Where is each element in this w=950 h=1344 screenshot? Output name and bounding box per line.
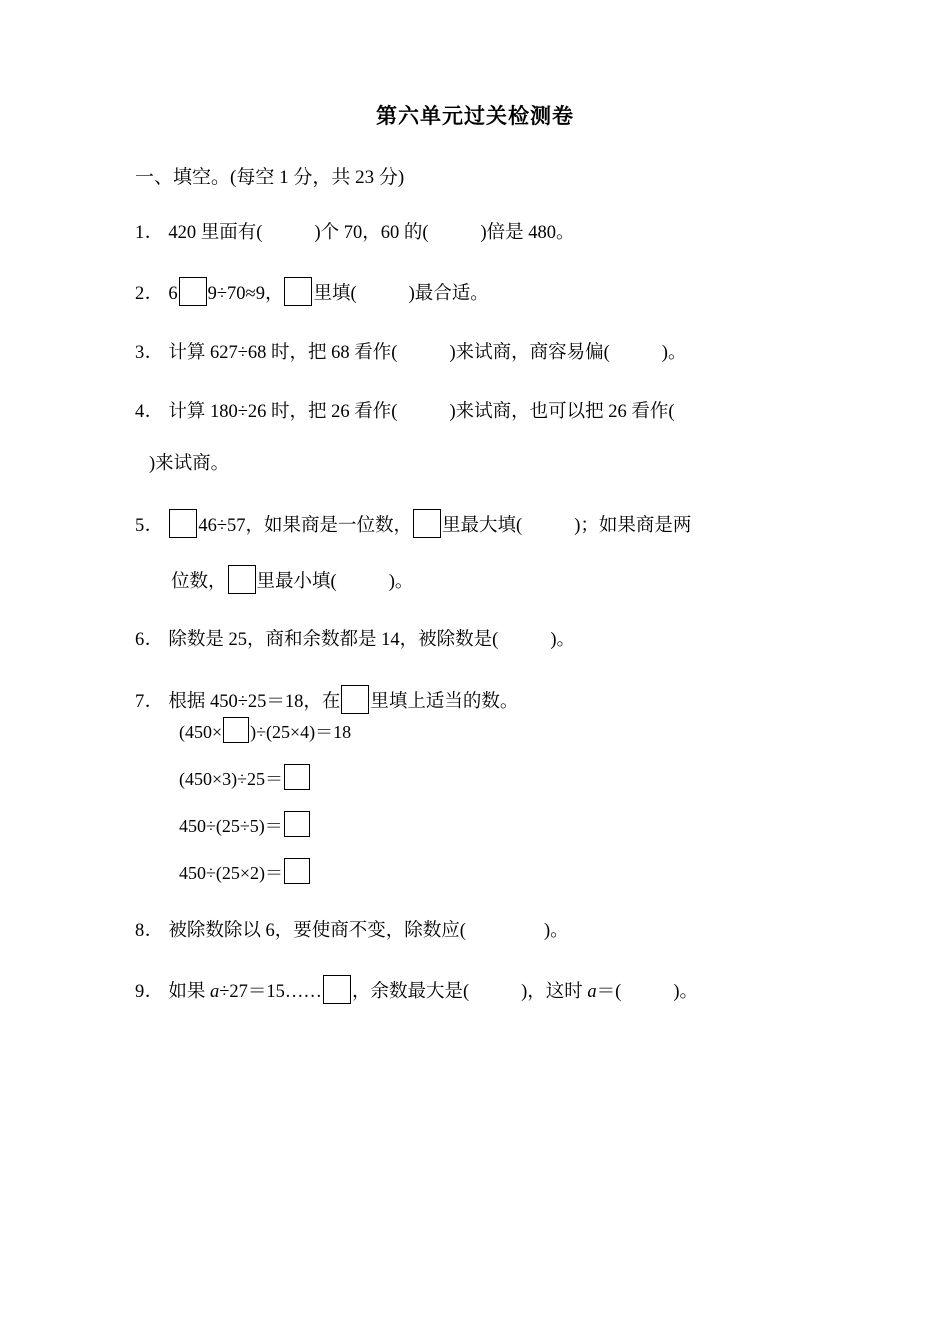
question-7-expressions	[135, 717, 815, 887]
answer-box[interactable]	[284, 811, 310, 837]
expression-right: )÷(25×4)＝18	[250, 721, 352, 742]
answer-box[interactable]	[223, 717, 249, 743]
question-2	[135, 277, 815, 309]
question-9	[135, 975, 815, 1007]
question-8-text-b: )。	[543, 920, 569, 941]
question-9-number: 9．	[135, 982, 164, 1003]
answer-box[interactable]	[228, 565, 256, 594]
question-5-text-a: 46÷57，如果商是一位数，	[198, 515, 413, 536]
question-9-text-b: ÷27＝15……	[219, 982, 322, 1003]
question-5-line2	[171, 565, 815, 597]
question-1-number: 1．	[135, 222, 164, 243]
answer-box[interactable]	[413, 509, 441, 538]
question-4-number: 4．	[135, 401, 164, 422]
question-6-text-b: )。	[550, 630, 575, 651]
question-1-text-c: )倍是 480。	[480, 222, 575, 243]
question-9-text-c: ，余数最大是(	[351, 982, 470, 1003]
answer-box[interactable]	[323, 975, 351, 1004]
question-1	[135, 219, 815, 248]
question-3-text-b: )来试商，商容易偏(	[449, 342, 610, 363]
question-9-text-a: 如果	[168, 982, 211, 1003]
question-8-number: 8．	[135, 920, 164, 941]
answer-box[interactable]	[341, 685, 369, 714]
question-3-text-a: 计算 627÷68 时，把 68 看作(	[168, 342, 398, 363]
question-9-text-e: ＝(	[596, 982, 622, 1003]
question-7	[135, 685, 815, 887]
question-7-text-a: 根据 450÷25＝18，在	[168, 691, 341, 712]
question-2-text-b: 9÷70≈9，	[207, 284, 284, 305]
question-4	[135, 398, 815, 479]
question-8	[135, 917, 815, 946]
question-2-text-d: )最合适。	[408, 284, 489, 305]
variable-a: a	[587, 982, 597, 1003]
question-5-text-b: 里最大填(	[442, 515, 523, 536]
expression-row	[179, 858, 815, 887]
question-5	[135, 509, 815, 596]
question-9-text-d: )，这时	[521, 982, 588, 1003]
question-6	[135, 626, 815, 655]
question-3-number: 3．	[135, 342, 164, 363]
expression-left: (450×3)÷25＝	[179, 768, 284, 789]
question-4-text-b: )来试商，也可以把 26 看作(	[449, 401, 675, 422]
question-5-text-c: )；如果商是两	[574, 515, 692, 536]
question-5-text-d: 位数，	[171, 571, 227, 592]
expression-row	[179, 764, 815, 793]
question-2-text-a: 6	[168, 284, 178, 305]
question-4-text-c: )来试商。	[149, 454, 230, 475]
answer-box[interactable]	[284, 858, 310, 884]
question-2-number: 2．	[135, 284, 164, 305]
variable-a: a	[210, 982, 220, 1003]
question-7-text-b: 里填上适当的数。	[370, 691, 519, 712]
answer-box[interactable]	[179, 277, 207, 306]
question-3	[135, 339, 815, 368]
question-3-text-c: )。	[661, 342, 687, 363]
page-title: 第六单元过关检测卷	[376, 104, 574, 128]
answer-box[interactable]	[169, 509, 197, 538]
expression-left: 450÷(25×2)＝	[179, 862, 284, 883]
expression-left: (450×	[179, 721, 223, 742]
answer-box[interactable]	[284, 764, 310, 790]
question-2-text-c: 里填(	[313, 284, 357, 305]
expression-row	[179, 811, 815, 840]
question-9-text-f: )。	[673, 982, 698, 1003]
expression-left: 450÷(25÷5)＝	[179, 815, 283, 836]
question-8-text-a: 被除数除以 6，要使商不变，除数应(	[168, 920, 466, 941]
question-5-number: 5．	[135, 515, 164, 536]
question-1-text-a: 420 里面有(	[168, 222, 263, 243]
question-6-text-a: 除数是 25，商和余数都是 14，被除数是(	[168, 630, 499, 651]
question-7-number: 7．	[135, 691, 164, 712]
question-5-text-e: 里最小填(	[256, 571, 337, 592]
question-6-number: 6．	[135, 630, 164, 651]
question-1-text-b: )个 70，60 的(	[314, 222, 429, 243]
answer-box[interactable]	[284, 277, 312, 306]
question-4-text-a: 计算 180÷26 时，把 26 看作(	[168, 401, 398, 422]
question-5-text-f: )。	[388, 571, 414, 592]
expression-row	[179, 717, 815, 746]
section-heading: 一、填空。(每空 1 分，共 23 分)	[135, 167, 405, 188]
